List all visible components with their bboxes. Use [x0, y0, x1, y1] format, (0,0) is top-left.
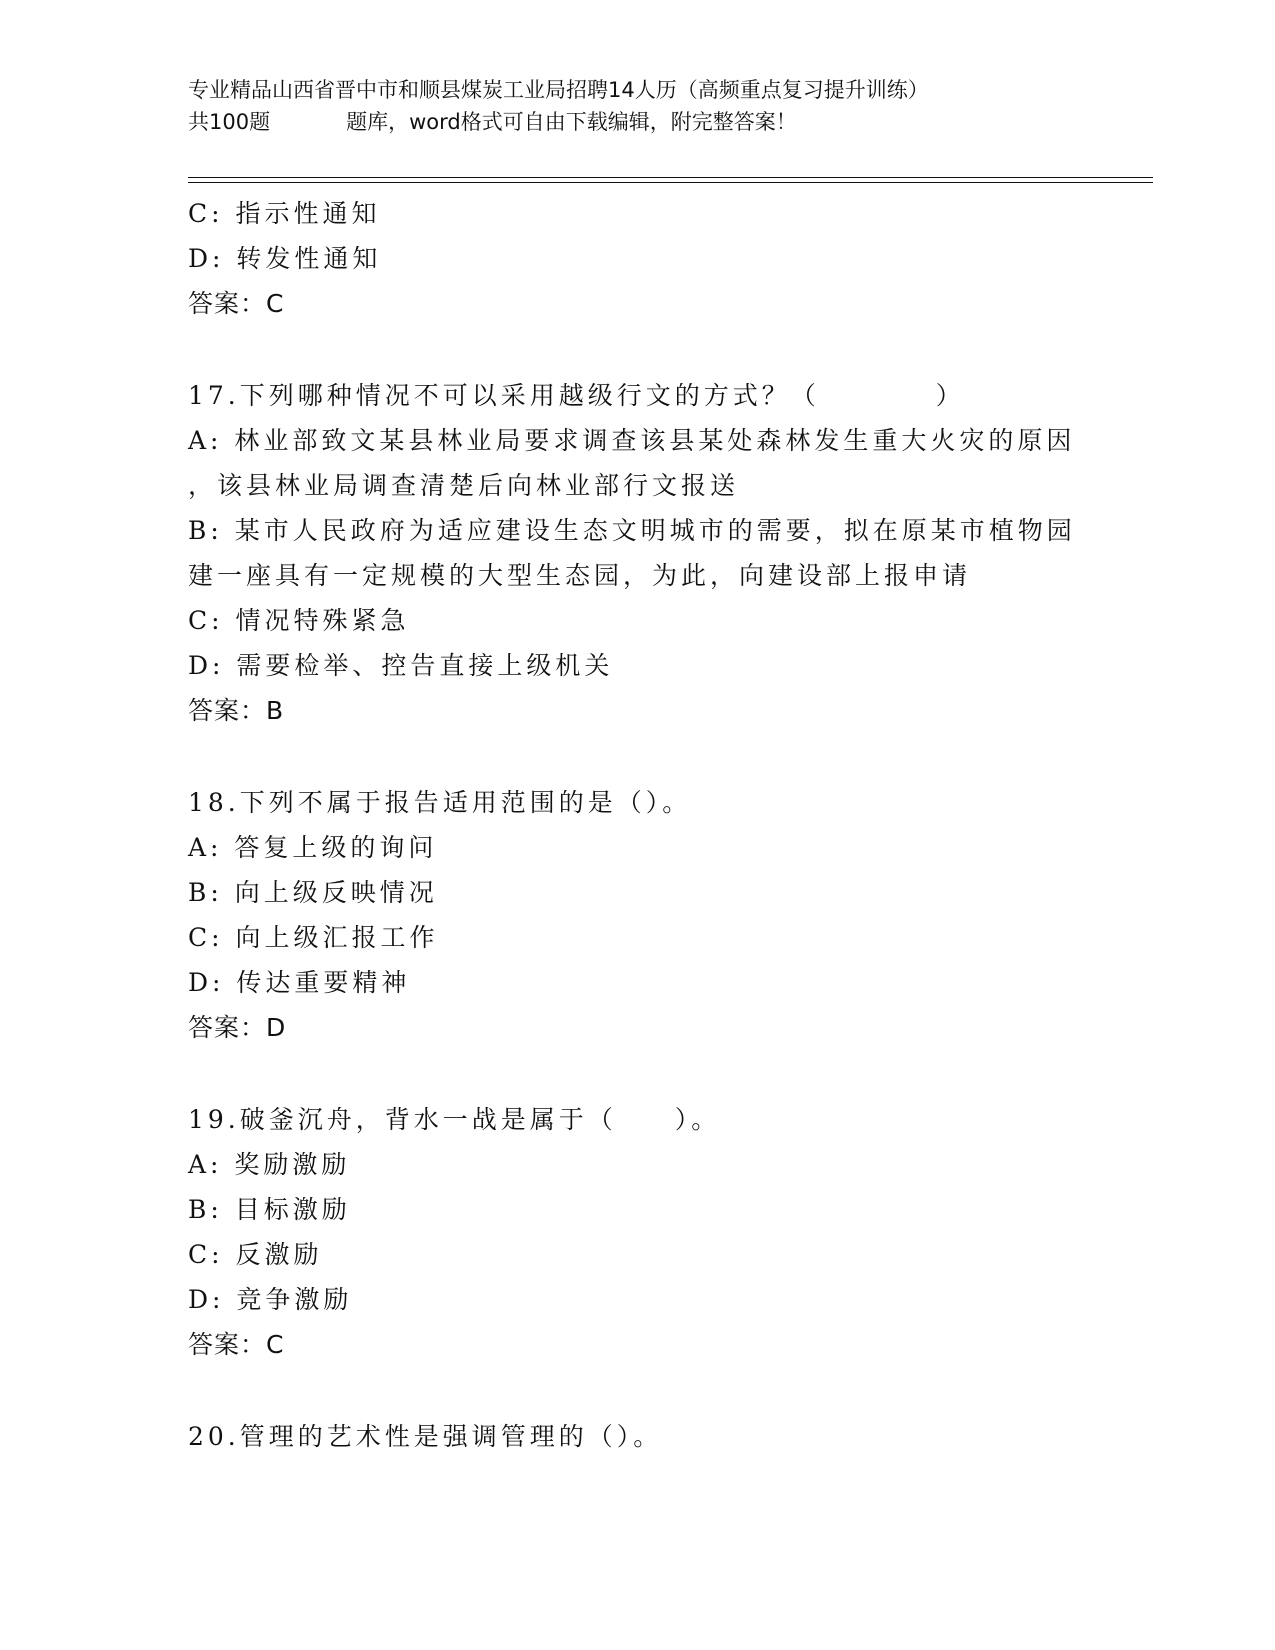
option-line: D: 需要检举、控告直接上级机关 — [188, 651, 614, 680]
question-stem: 17.下列哪种情况不可以采用越级行文的方式？（ ） — [188, 381, 965, 410]
option-line: D: 转发性通知 — [188, 244, 382, 273]
question-18 — [188, 780, 1088, 1050]
option-line: B: 目标激励 — [188, 1195, 351, 1224]
question-stem: 19.破釜沉舟，背水一战是属于（ ）。 — [188, 1105, 721, 1134]
prev-question-tail — [188, 191, 1088, 326]
question-stem: 20.管理的艺术性是强调管理的（）。 — [188, 1422, 663, 1451]
option-line: C: 反激励 — [188, 1240, 323, 1269]
answer-line: 答案：D — [188, 1013, 287, 1042]
answer-line: 答案：C — [188, 289, 285, 318]
option-line: A: 奖励激励 — [188, 1150, 351, 1179]
option-line: B: 向上级反映情况 — [188, 878, 438, 907]
option-line: D: 竞争激励 — [188, 1285, 353, 1314]
answer-line: 答案：C — [188, 1330, 285, 1359]
question-19 — [188, 1097, 1088, 1367]
option-line: A: 答复上级的询问 — [188, 833, 438, 862]
option-line: A: 林业部致文某县林业局要求调查该县某处森林发生重大火灾的原因 — [188, 426, 1076, 455]
header-description: 题库，word格式可自由下载编辑，附完整答案！ — [346, 110, 797, 134]
option-line: B: 某市人民政府为适应建设生态文明城市的需要，拟在原某市植物园 — [188, 516, 1076, 545]
answer-line: 答案：B — [188, 696, 285, 725]
question-list — [188, 191, 1088, 1459]
header-subtitle — [188, 106, 1088, 138]
option-line: C: 向上级汇报工作 — [188, 923, 439, 952]
document-header — [188, 74, 1088, 138]
header-count: 共100题 — [188, 110, 271, 134]
question-20 — [188, 1414, 1088, 1459]
question-stem: 18.下列不属于报告适用范围的是（）。 — [188, 788, 692, 817]
option-line: C: 情况特殊紧急 — [188, 606, 410, 635]
header-rule-bottom — [188, 182, 1153, 183]
question-17 — [188, 373, 1088, 733]
header-rule-top — [188, 177, 1153, 178]
header-title: 专业精品山西省晋中市和顺县煤炭工业局招聘14人历（高频重点复习提升训练） — [188, 78, 929, 102]
option-line: 建一座具有一定规模的大型生态园，为此，向建设部上报申请 — [188, 561, 972, 590]
option-line: C: 指示性通知 — [188, 199, 381, 228]
option-line: ，该县林业局调查清楚后向林业部行文报送 — [188, 471, 740, 500]
option-line: D: 传达重要精神 — [188, 968, 411, 997]
